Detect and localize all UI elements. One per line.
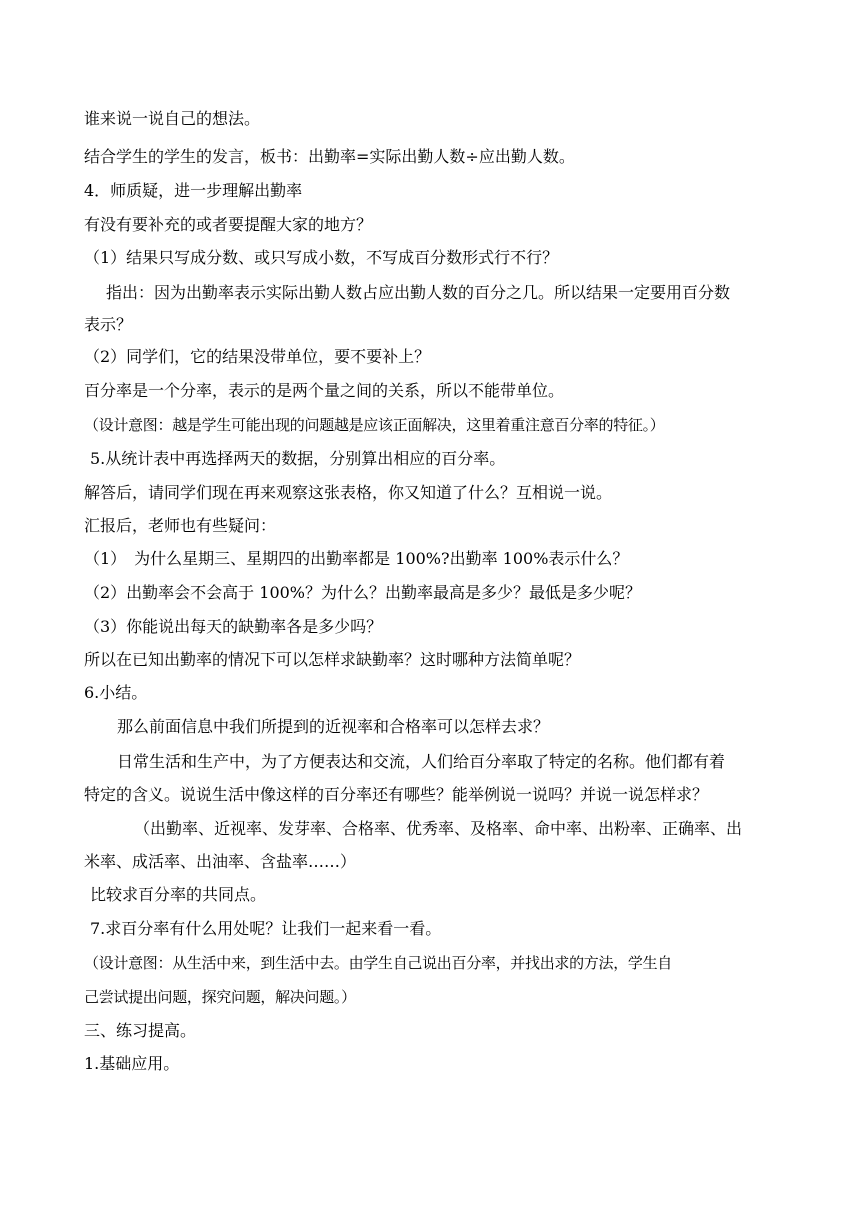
text-line: 谁来说一说自己的想法。 <box>84 109 261 128</box>
text-line: 比较求百分率的共同点。 <box>90 885 267 904</box>
design-intent-note: 己尝试提出问题，探究问题，解决问题。） <box>84 988 356 1006</box>
text-line: 特定的含义。说说生活中像这样的百分率还有哪些？能举例说一说吗？并说一说怎样求？ <box>84 785 709 804</box>
section-heading: 7.求百分率有什么用处呢？让我们一起来看一看。 <box>90 919 442 938</box>
text-line: 有没有要补充的或者要提醒大家的地方？ <box>84 215 373 234</box>
section-heading: 三、练习提高。 <box>84 1021 197 1040</box>
text-line: 汇报后，老师也有些疑问： <box>84 516 277 535</box>
text-line: 所以在已知出勤率的情况下可以怎样求缺勤率？这时哪种方法简单呢？ <box>84 650 581 669</box>
design-intent-note: （设计意图：从生活中来，到生活中去。由学生自己说出百分率，并找出求的方法，学生自 <box>84 954 673 972</box>
section-heading: 1.基础应用。 <box>84 1054 180 1073</box>
text-line: 米率、成活率、出油率、含盐率……） <box>84 852 357 871</box>
question-item: （1） 为什么星期三、星期四的出勤率都是 100%?出勤率 100%表示什么？ <box>84 549 629 568</box>
question-item: （1）结果只写成分数、或只写成小数，不写成百分数形式行不行？ <box>84 248 559 267</box>
text-line: 那么前面信息中我们所提到的近视率和合格率可以怎样去求？ <box>117 717 550 736</box>
question-item: （2）同学们，它的结果没带单位，要不要补上？ <box>84 347 431 366</box>
text-line: 结合学生的学生的发言，板书：出勤率=实际出勤人数÷应出勤人数。 <box>84 147 575 166</box>
text-line: 日常生活和生产中，为了方便表达和交流，人们给百分率取了特定的名称。他们都有着 <box>117 752 726 771</box>
question-item: （3）你能说出每天的缺勤率各是多少吗？ <box>84 617 383 636</box>
text-line: 指出：因为出勤率表示实际出勤人数占应出勤人数的百分之几。所以结果一定要用百分数 <box>106 283 731 302</box>
section-heading: 4．师质疑，进一步理解出勤率 <box>84 181 303 200</box>
text-line: 解答后，请同学们现在再来观察这张表格，你又知道了什么？互相说一说。 <box>84 483 613 502</box>
design-intent-note: （设计意图：越是学生可能出现的问题越是应该正面解决，这里着重注意百分率的特征。） <box>84 416 665 434</box>
text-line: 表示？ <box>84 315 133 334</box>
section-heading: 5.从统计表中再选择两天的数据，分别算出相应的百分率。 <box>90 449 506 468</box>
text-line: 百分率是一个分率，表示的是两个量之间的关系，所以不能带单位。 <box>84 381 565 400</box>
section-heading: 6.小结。 <box>84 683 148 702</box>
text-line: （出勤率、近视率、发芽率、合格率、优秀率、及格率、命中率、出粉率、正确率、出 <box>134 819 743 838</box>
question-item: （2）出勤率会不会高于 100%？为什么？出勤率最高是多少？最低是多少呢？ <box>84 583 642 602</box>
